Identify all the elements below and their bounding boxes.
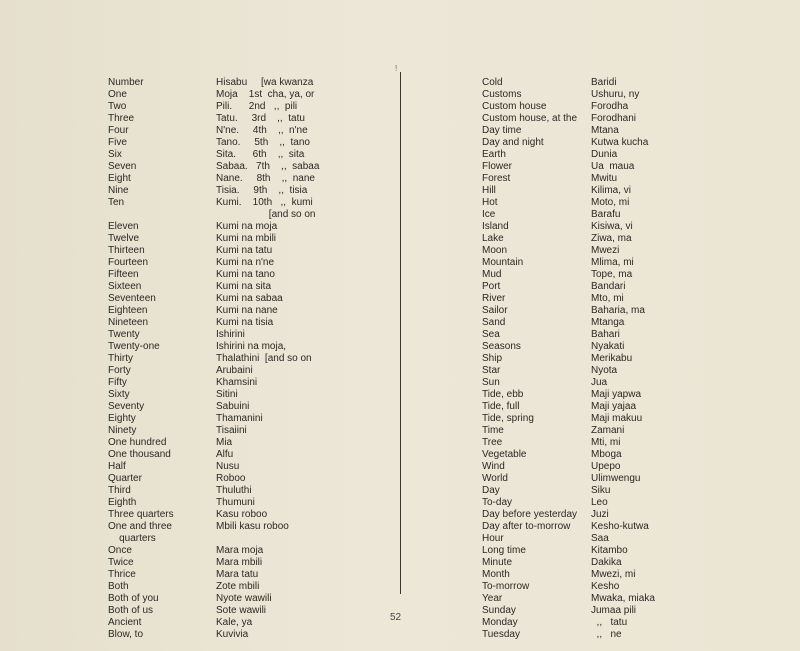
- swahili-term: Sote wawili: [216, 605, 267, 616]
- english-term: Three: [108, 113, 135, 124]
- english-term: Sixteen: [108, 281, 142, 292]
- swahili-term: Ishirini: [216, 329, 245, 340]
- english-term: Sunday: [482, 605, 516, 616]
- swahili-term: Ishirini na moja,: [216, 341, 287, 352]
- swahili-term: Kutwa kucha: [591, 137, 649, 148]
- swahili-term: Sitini: [216, 389, 238, 400]
- english-term: Ship: [482, 353, 503, 364]
- english-term: Twelve: [108, 233, 140, 244]
- english-term: Day time: [482, 125, 522, 136]
- swahili-term: Arubaini: [216, 365, 253, 376]
- swahili-term: Mbili kasu roboo: [216, 521, 289, 532]
- english-term: Third: [108, 485, 131, 496]
- english-term: Lake: [482, 233, 504, 244]
- swahili-term: Tano. 5th ,, tano: [216, 137, 310, 148]
- english-term: Once: [108, 545, 132, 556]
- swahili-term: Roboo: [216, 473, 246, 484]
- swahili-term: Merikabu: [591, 353, 633, 364]
- swahili-term: Mto, mi: [591, 293, 624, 304]
- english-term: Wind: [482, 461, 505, 472]
- english-term: Eighth: [108, 497, 137, 508]
- swahili-term: Baharia, ma: [591, 305, 645, 316]
- swahili-term: Ushuru, ny: [591, 89, 640, 100]
- english-term: Nineteen: [108, 317, 149, 328]
- swahili-term: Nyakati: [591, 341, 625, 352]
- swahili-term: Mboga: [591, 449, 622, 460]
- english-term: World: [482, 473, 508, 484]
- swahili-term: Thumuni: [216, 497, 255, 508]
- english-term: Sand: [482, 317, 506, 328]
- english-term: Four: [108, 125, 129, 136]
- swahili-term: Tatu. 3rd ,, tatu: [216, 113, 305, 124]
- swahili-term: Mwezi, mi: [591, 569, 636, 580]
- english-term: Eight: [108, 173, 131, 184]
- swahili-term: Mtana: [591, 125, 619, 136]
- english-term: Mud: [482, 269, 502, 280]
- english-term: Eighty: [108, 413, 136, 424]
- english-term: Ancient: [108, 617, 142, 628]
- english-term: Ten: [108, 197, 125, 208]
- english-term: One: [108, 89, 127, 100]
- english-term: Sixty: [108, 389, 130, 400]
- english-term: Seventy: [108, 401, 145, 412]
- english-term: Day before yesterday: [482, 509, 578, 520]
- english-term: Three quarters: [108, 509, 174, 520]
- swahili-term: Bahari: [591, 329, 620, 340]
- swahili-term: ,, ne: [591, 629, 622, 640]
- english-term: Customs: [482, 89, 522, 100]
- swahili-term: Moto, mi: [591, 197, 630, 208]
- swahili-term: Nusu: [216, 461, 240, 472]
- english-term: Eleven: [108, 221, 139, 232]
- english-term: Forest: [482, 173, 511, 184]
- swahili-term: Tisia. 9th ,, tisia: [216, 185, 308, 196]
- english-term: One thousand: [108, 449, 171, 460]
- english-term: Tree: [482, 437, 503, 448]
- english-term: Tide, spring: [482, 413, 534, 424]
- swahili-term: Kumi na n'ne: [216, 257, 275, 268]
- swahili-term: Kesho-kutwa: [591, 521, 649, 532]
- english-term: Two: [108, 101, 127, 112]
- swahili-term: Mtanga: [591, 317, 625, 328]
- english-term: Long time: [482, 545, 526, 556]
- swahili-term: Sita. 6th ,, sita: [216, 149, 305, 160]
- english-term: River: [482, 293, 506, 304]
- swahili-term: Sabuini: [216, 401, 250, 412]
- english-term: To-day: [482, 497, 513, 508]
- english-term: Time: [482, 425, 504, 436]
- swahili-term: Mti, mi: [591, 437, 621, 448]
- swahili-term: Maji makuu: [591, 413, 643, 424]
- swahili-term: Kuvivia: [216, 629, 249, 640]
- english-term: Custom house: [482, 101, 547, 112]
- english-term: Number: [108, 77, 144, 88]
- english-term: Forty: [108, 365, 131, 376]
- english-term: Monday: [482, 617, 518, 628]
- english-term: Hour: [482, 533, 504, 544]
- english-term: Fifteen: [108, 269, 139, 280]
- swahili-term: N'ne. 4th ,, n'ne: [216, 125, 308, 136]
- swahili-term: Kumi na mbili: [216, 233, 277, 244]
- english-term: Twenty-one: [108, 341, 160, 352]
- swahili-term: Mara moja: [216, 545, 264, 556]
- swahili-term: Kumi na moja: [216, 221, 278, 232]
- swahili-term: Kumi na sita: [216, 281, 272, 292]
- swahili-term: Kisiwa, vi: [591, 221, 633, 232]
- english-term: Tuesday: [482, 629, 520, 640]
- swahili-term: Moja 1st cha, ya, or: [216, 89, 315, 100]
- swahili-term: Kumi na tisia: [216, 317, 274, 328]
- swahili-term: Kasu roboo: [216, 509, 268, 520]
- swahili-term: Tisaiini: [216, 425, 247, 436]
- english-term: Day after to-morrow: [482, 521, 571, 532]
- english-term: Both: [108, 581, 129, 592]
- english-term: Half: [108, 461, 126, 472]
- english-term: Fifty: [108, 377, 127, 388]
- english-term: Moon: [482, 245, 508, 256]
- english-term: Day and night: [482, 137, 544, 148]
- swahili-term: Dakika: [591, 557, 622, 568]
- english-term: Eighteen: [108, 305, 148, 316]
- english-term: Ninety: [108, 425, 137, 436]
- swahili-term: Kale, ya: [216, 617, 253, 628]
- english-term: Sun: [482, 377, 500, 388]
- english-term: Flower: [482, 161, 513, 172]
- swahili-term: Forodha: [591, 101, 629, 112]
- swahili-term: Ulimwengu: [591, 473, 641, 484]
- swahili-term: Kumi na tatu: [216, 245, 273, 256]
- english-term: Sea: [482, 329, 500, 340]
- swahili-term: Mwezi: [591, 245, 620, 256]
- english-term: Vegetable: [482, 449, 527, 460]
- english-term: Six: [108, 149, 122, 160]
- english-term: Star: [482, 365, 501, 376]
- english-term: Quarter: [108, 473, 142, 484]
- english-term: Fourteen: [108, 257, 149, 268]
- swahili-term: Mia: [216, 437, 233, 448]
- english-term: Island: [482, 221, 509, 232]
- swahili-term: Kumi. 10th ,, kumi: [216, 197, 313, 208]
- english-term: Sailor: [482, 305, 508, 316]
- swahili-term: Leo: [591, 497, 608, 508]
- swahili-term: Kesho: [591, 581, 620, 592]
- swahili-term: Forodhani: [591, 113, 637, 124]
- swahili-term: Dunia: [591, 149, 618, 160]
- swahili-term: Nyota: [591, 365, 618, 376]
- english-term: Ice: [482, 209, 496, 220]
- swahili-term: Bandari: [591, 281, 626, 292]
- swahili-term: Nane. 8th ,, nane: [216, 173, 315, 184]
- top-mark: !: [395, 64, 398, 73]
- swahili-term: Jumaa pili: [591, 605, 637, 616]
- swahili-term: Kumi na tano: [216, 269, 275, 280]
- english-term: Seasons: [482, 341, 521, 352]
- english-term: Tide, ebb: [482, 389, 524, 400]
- english-term: Year: [482, 593, 503, 604]
- swahili-term: Jua: [591, 377, 608, 388]
- swahili-term: [and so on: [216, 209, 316, 220]
- english-term: One and three: [108, 521, 172, 532]
- swahili-term: Pili. 2nd ,, pili: [216, 101, 298, 112]
- english-term: Seventeen: [108, 293, 156, 304]
- swahili-term: Nyote wawili: [216, 593, 272, 604]
- english-term: To-morrow: [482, 581, 530, 592]
- english-term: Thrice: [108, 569, 136, 580]
- swahili-term: Mara mbili: [216, 557, 263, 568]
- swahili-term: ,, tatu: [591, 617, 628, 628]
- swahili-term: Juzi: [591, 509, 609, 520]
- swahili-term: Mwitu: [591, 173, 618, 184]
- swahili-term: Kitambo: [591, 545, 628, 556]
- swahili-term: Sabaa. 7th ,, sabaa: [216, 161, 320, 172]
- swahili-term: Mara tatu: [216, 569, 259, 580]
- english-term: One hundred: [108, 437, 167, 448]
- english-term: Tide, full: [482, 401, 520, 412]
- swahili-term: Thalathini [and so on: [216, 353, 312, 364]
- english-term: Five: [108, 137, 127, 148]
- swahili-term: Ua maua: [591, 161, 635, 172]
- swahili-term: Kumi na sabaa: [216, 293, 283, 304]
- english-term: Cold: [482, 77, 503, 88]
- english-term: quarters: [108, 533, 156, 544]
- english-term: Nine: [108, 185, 129, 196]
- column-divider: [400, 72, 401, 594]
- english-term: Minute: [482, 557, 513, 568]
- english-term: Thirteen: [108, 245, 145, 256]
- swahili-term: Mwaka, miaka: [591, 593, 655, 604]
- swahili-term: Maji yapwa: [591, 389, 642, 400]
- english-term: Blow, to: [108, 629, 144, 640]
- swahili-term: Upepo: [591, 461, 621, 472]
- swahili-term: Kumi na nane: [216, 305, 278, 316]
- english-term: Port: [482, 281, 501, 292]
- swahili-term: Maji yajaa: [591, 401, 637, 412]
- swahili-term: Zote mbili: [216, 581, 260, 592]
- swahili-term: Ziwa, ma: [591, 233, 632, 244]
- english-term: Custom house, at the: [482, 113, 578, 124]
- swahili-term: Siku: [591, 485, 611, 496]
- swahili-term: Saa: [591, 533, 609, 544]
- page-number: 52: [390, 612, 402, 623]
- english-term: Twice: [108, 557, 134, 568]
- swahili-term: Thuluthi: [216, 485, 252, 496]
- swahili-term: Baridi: [591, 77, 617, 88]
- swahili-term: Barafu: [591, 209, 621, 220]
- swahili-term: Alfu: [216, 449, 234, 460]
- english-term: Month: [482, 569, 510, 580]
- english-term: Both of us: [108, 605, 154, 616]
- swahili-term: Zamani: [591, 425, 625, 436]
- english-term: Day: [482, 485, 500, 496]
- swahili-term: Hisabu [wa kwanza: [216, 77, 314, 88]
- english-term: Hot: [482, 197, 498, 208]
- swahili-term: Kilima, vi: [591, 185, 632, 196]
- english-term: Hill: [482, 185, 496, 196]
- english-term: Both of you: [108, 593, 159, 604]
- swahili-term: Tope, ma: [591, 269, 633, 280]
- english-term: Earth: [482, 149, 506, 160]
- swahili-term: Khamsini: [216, 377, 258, 388]
- english-term: Mountain: [482, 257, 524, 268]
- english-term: Seven: [108, 161, 137, 172]
- english-term: Twenty: [108, 329, 140, 340]
- english-term: Thirty: [108, 353, 133, 364]
- swahili-term: Thamanini: [216, 413, 263, 424]
- swahili-term: Mlima, mi: [591, 257, 634, 268]
